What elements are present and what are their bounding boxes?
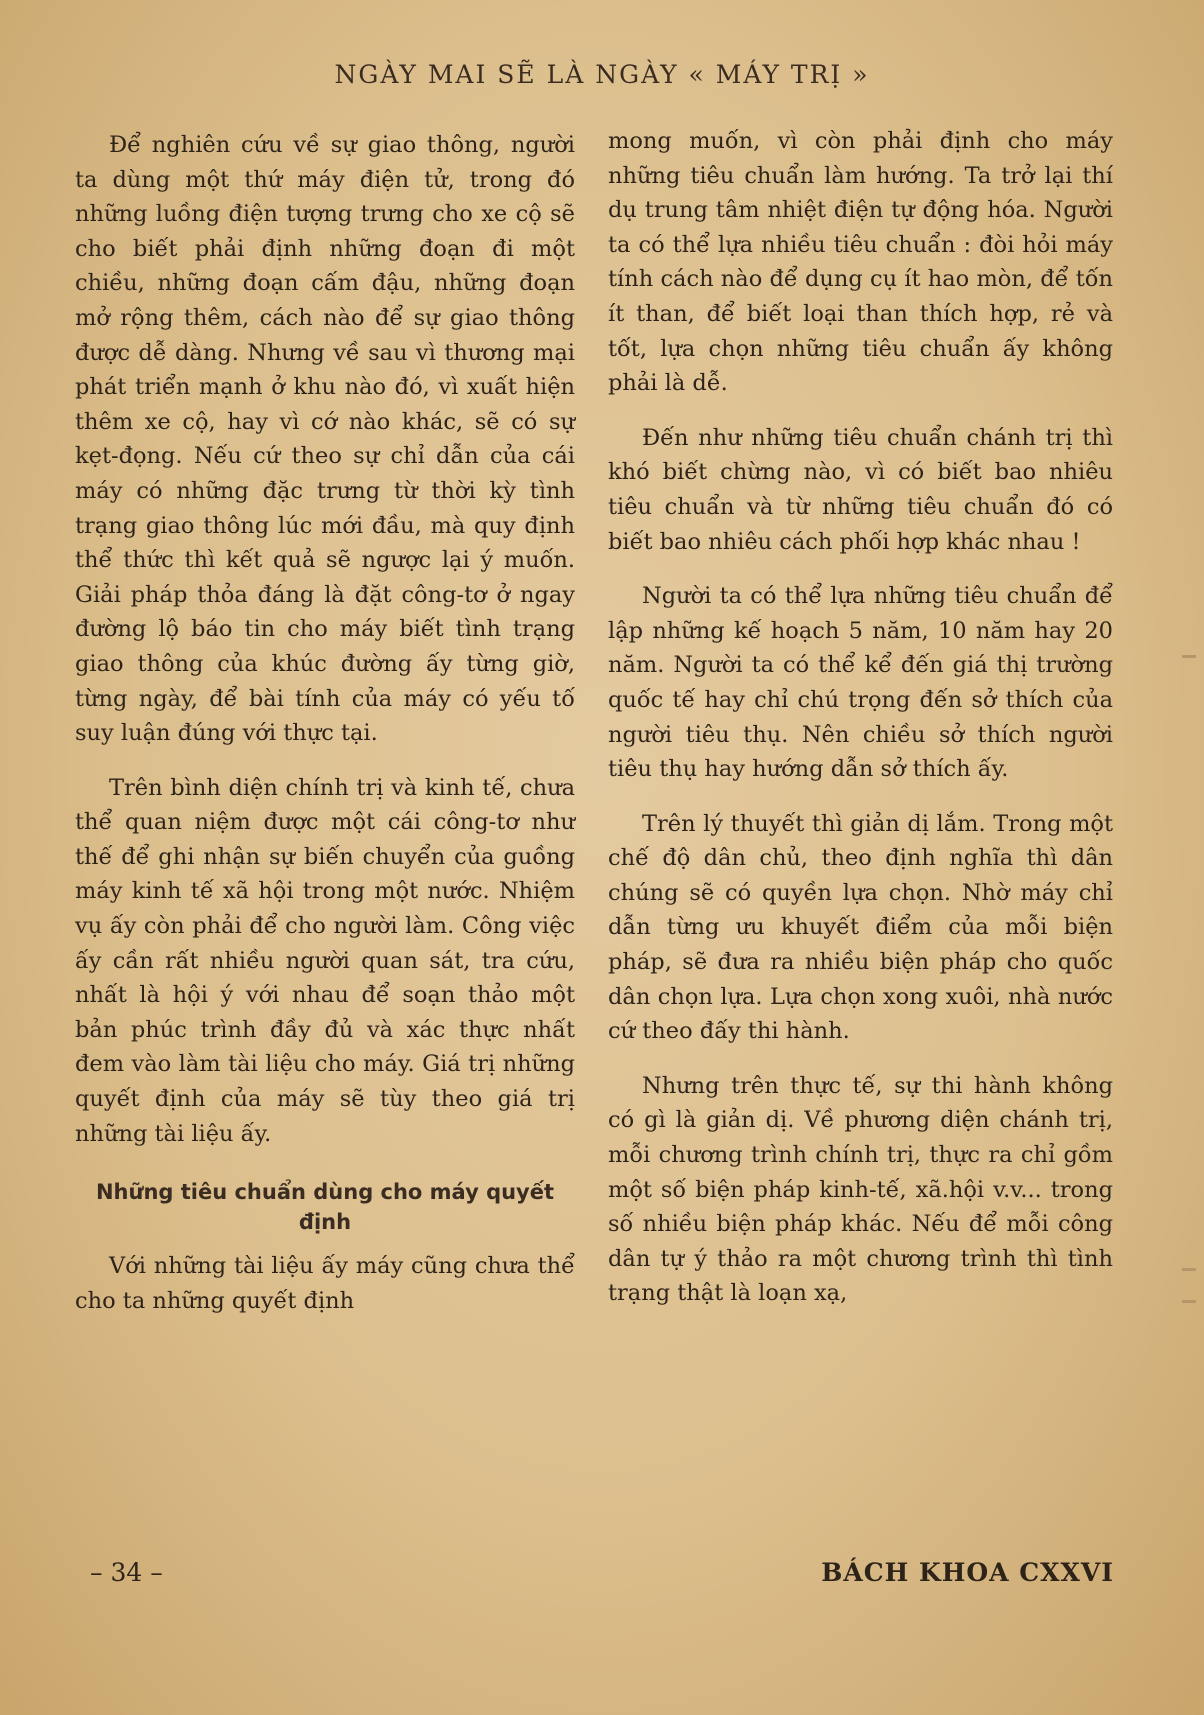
page-number: – 34 – <box>90 1558 163 1587</box>
page-edge-mark <box>1182 655 1196 658</box>
left-paragraph-2: Trên bình diện chính trị và kinh tế, chưa thể quan niệm được một cái công-tơ như thế để ghi nhận sự biến chuyển của guồng máy kinh tế xã hội trong một nước. Nhiệm vụ ấy còn phải để cho người làm. Công việc ấy cần rất nhiều người quan sát, tra cứu, nhất là hội ý với nhau để soạn thảo một bản phúc trình đầy đủ và xác thực nhất đem vào làm tài liệu cho máy. Giá trị những quyết định của máy sẽ tùy theo giá trị những tài liệu ấy. <box>75 774 575 1147</box>
left-paragraph-1: Để nghiên cứu về sự giao thông, người ta dùng một thứ máy điện tử, trong đó những luồng điện tượng trưng cho xe cộ sẽ cho biết phải định những đoạn đi một chiều, những đoạn cấm đậu, những đoạn mở rộng thêm, cách nào để sự giao thông được dễ dàng. Nhưng về sau vì thương mại phát triển mạnh ở khu nào đó, vì xuất hiện thêm xe cộ, hay vì cớ nào khác, sẽ có sự kẹt-đọng. Nếu cứ theo sự chỉ dẫn của cái máy có những đặc trưng từ thời kỳ tình trạng giao thông lúc mới đầu, mà quy định thể thức thì kết quả sẽ ngược lại ý muốn. Giải pháp thỏa đáng là đặt công-tơ ở ngay đường lộ báo tin cho máy biết tình trạng giao thông của khúc đường ấy từng giờ, từng ngày, để bài tính của máy có yếu tố suy luận đúng với thực tại. <box>75 132 575 747</box>
right-paragraph-3: Trên lý thuyết thì giản dị lắm. Trong một chế độ dân chủ, theo định nghĩa thì dân chúng sẽ có quyền lựa chọn. Nhờ máy chỉ dẫn từng ưu khuyết điểm của mỗi biện pháp, sẽ đưa ra nhiều biện pháp cho quốc dân chọn lựa. Lựa chọn xong xuôi, nhà nước cứ theo đấy thi hành. <box>608 810 1113 1045</box>
running-head: NGÀY MAI SẼ LÀ NGÀY « MÁY TRỊ » <box>334 60 870 89</box>
left-column <box>75 128 575 1338</box>
right-paragraph-4: Nhưng trên thực tế, sự thi hành không có gì là giản dị. Về phương diện chánh trị, mỗi chương trình chính trị, thực ra chỉ gồm một số biện pháp kinh-tế, xã.hội v.v... trong số nhiều biện pháp khác. Nếu để mỗi công dân tự ý thảo ra một chương trình thì tình trạng thật là loạn xạ, <box>608 1072 1113 1307</box>
right-column <box>608 124 1113 1331</box>
page-edge-mark <box>1182 1300 1196 1303</box>
right-paragraph-2: Người ta có thể lựa những tiêu chuẩn để lập những kế hoạch 5 năm, 10 năm hay 20 năm. Người ta có thể kể đến giá thị trường quốc tế hay chỉ chú trọng đến sở thích của người tiêu thụ. Nên chiều sở thích người tiêu thụ hay hướng dẫn sở thích ấy. <box>608 583 1113 783</box>
section-subheading: Những tiêu chuẩn dùng cho máy quyết định <box>95 1180 555 1235</box>
right-continuation: mong muốn, vì còn phải định cho máy những tiêu chuẩn làm hướng. Ta trở lại thí dụ trung tâm nhiệt điện tự động hóa. Người ta có thể lựa nhiều tiêu chuẩn : đòi hỏi máy tính cách nào để dụng cụ ít hao mòn, để tốn ít than, để biết loại than thích hợp, rẻ và tốt, lựa chọn những tiêu chuẩn ấy không phải là dễ. <box>608 128 1113 397</box>
magazine-issue: BÁCH KHOA CXXVI <box>821 1558 1114 1587</box>
right-paragraph-1: Đến như những tiêu chuẩn chánh trị thì khó biết chừng nào, vì có biết bao nhiêu tiêu chuẩn và từ những tiêu chuẩn đó có biết bao nhiêu cách phối hợp khác nhau ! <box>608 424 1113 555</box>
page-edge-mark <box>1182 1268 1196 1271</box>
left-paragraph-3: Với những tài liệu ấy máy cũng chưa thể cho ta những quyết định <box>75 1253 575 1314</box>
